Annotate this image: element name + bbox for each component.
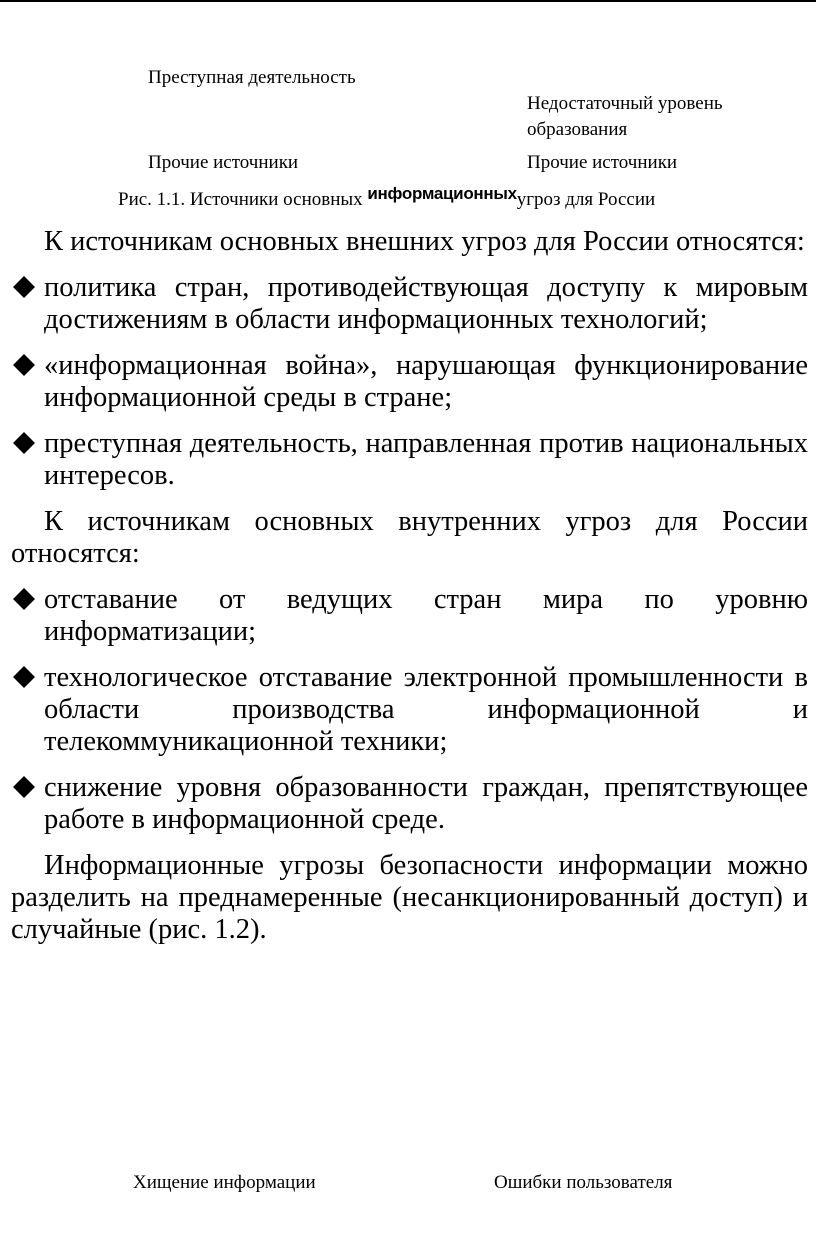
figure-label-education-level: Недостаточный уровень <box>527 93 723 114</box>
page-top-border <box>0 0 816 2</box>
external-bullet-3: преступная деятельность, направленная против национальных интересов. <box>44 428 808 491</box>
closing-paragraph: Информационные угрозы безопасности информации можно разделить на преднамеренные (несанкционированный доступ) и случайные (рис. 1.2). <box>11 850 808 945</box>
figure-caption-overlap-word: информационных <box>367 184 517 203</box>
internal-bullet-3: снижение уровня образованности граждан, препятствующее работе в информационной среде. <box>44 772 808 835</box>
diamond-bullet-icon <box>13 666 35 688</box>
list-item <box>11 662 808 758</box>
diamond-bullet-icon <box>13 776 35 798</box>
list-item <box>11 350 808 414</box>
main-text <box>11 226 808 946</box>
figure-caption-start: Рис. 1.1. Источники основных <box>118 189 368 210</box>
external-bullet-2: «информационная война», нарушающая функционирование информационной среды в стране; <box>44 350 808 413</box>
diamond-bullet-icon <box>13 588 35 610</box>
list-item <box>11 272 808 336</box>
figure-label-education-level-line2: образования <box>527 119 628 140</box>
figure-caption-1-1 <box>118 184 656 212</box>
list-item <box>11 428 808 492</box>
internal-bullet-2: технологическое отставание электронной промышленности в области производства информационной и телекоммуникационной техники; <box>44 662 808 757</box>
external-threats-intro: К источникам основных внешних угроз для России относятся: <box>44 226 805 257</box>
figure-caption-end: угроз для России <box>516 189 656 210</box>
figure-label-other-sources-left: Прочие источники <box>148 152 299 173</box>
diamond-bullet-icon <box>13 432 35 454</box>
internal-bullet-1: отставание от ведущих стран мира по уровню информатизации; <box>44 584 808 647</box>
diamond-bullet-icon <box>13 276 35 298</box>
internal-threats-intro: К источникам основных внутренних угроз для России относятся: <box>11 506 808 569</box>
figure-label-information-theft: Хищение информации <box>133 1172 316 1193</box>
diamond-bullet-icon <box>13 354 35 376</box>
list-item <box>11 772 808 836</box>
external-bullet-1: политика стран, противодействующая доступу к мировым достижениям в области информационных технологий; <box>44 272 808 335</box>
figure-label-other-sources-right: Прочие источники <box>527 152 678 173</box>
list-item <box>11 584 808 648</box>
figure-label-user-errors: Ошибки пользователя <box>494 1172 673 1193</box>
figure-label-criminal-activity: Преступная деятельность <box>148 67 356 88</box>
